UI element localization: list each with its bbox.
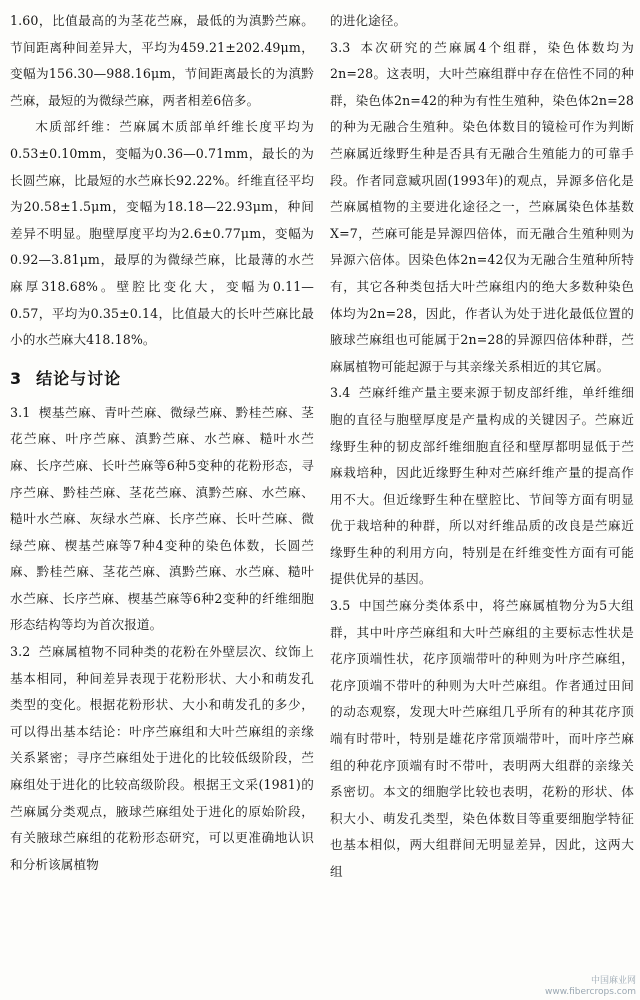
subsection-3-3 xyxy=(330,35,634,381)
section-title: 结论与讨论 xyxy=(36,368,122,388)
subsection-3-5 xyxy=(330,593,634,886)
paragraph-continued: 的进化途径。 xyxy=(330,13,407,28)
subsection-3-4 xyxy=(330,380,634,593)
subsection-3-2 xyxy=(10,639,314,878)
watermark-url: www.fibercrops.com xyxy=(545,987,636,997)
subsection-number: 3.2 xyxy=(10,644,31,660)
site-watermark xyxy=(545,976,636,998)
watermark-line: 中国麻业网 xyxy=(590,976,636,986)
subsection-number: 3.5 xyxy=(330,598,351,614)
subsection-number: 3.4 xyxy=(330,385,351,401)
subsection-number: 3.3 xyxy=(330,39,351,55)
subsection-text: 楔基苎麻、青叶苎麻、微绿苎麻、黔桂苎麻、茎花苎麻、叶序苎麻、滇黔苎麻、水苎麻、糙叶水苎麻、长序苎麻、长叶苎麻等6种5变种的花粉形态，寻序苎麻、黔桂苎麻、茎花苎麻、滇黔苎麻、水苎麻、糙叶水苎麻、灰绿水苎麻、长序苎麻、长叶苎麻、微绿苎麻、楔基苎麻等7种4变种的染色体数，长圆苎麻、黔桂苎麻、茎花苎麻、滇黔苎麻、水苎麻、糙叶水苎麻、长序苎麻、楔基苎麻等6种2变种的纤维细胞形态结构等均为首次报道。 xyxy=(10,404,314,633)
left-column xyxy=(10,8,314,878)
paragraph-xylem-fiber: 木质部纤维：苎麻属木质部单纤维长度平均为0.53±0.10mm，变幅为0.36—0.71mm，最长的为长圆苎麻，比最短的水苎麻长92.22%。纤维直径平均为20.58±1.5μm，变幅为18.18—22.93μm，种间差异不明显。胞壁厚度平均为2.6±0.77μm，变幅为0.92—3.81μm，最厚的为微绿苎麻，比最薄的水苎麻厚318.68%。壁腔比变化大，变幅为0.11—0.57，平均为0.35±0.14，比值最大的长叶苎麻比最小的水苎麻大418.18%。 xyxy=(10,119,314,348)
subsection-text: 中国苎麻分类体系中，将苎麻属植物分为5大组群，其中叶序苎麻组和大叶苎麻组的主要标志性状是花序顶端性状，花序顶端带叶的种则为叶序苎麻组，花序顶端不带叶的种则为大叶苎麻组。作者通过田间的动态观察，发现大叶苎麻组几乎所有的种其花序顶端有时带叶，特别是雄花序常顶端带叶，而叶序苎麻组的种花序顶端有时不带叶，表明两大组群的亲缘关系密切。本文的细胞学比较也表明，花粉的形状、体积大小、萌发孔类型，染色体数目等重要细胞学特征也基本相似，两大组群间无明显差异，因此，这两大组 xyxy=(330,598,634,879)
subsection-text: 本次研究的苎麻属4个组群，染色体数均为2n=28。这表明，大叶苎麻组群中存在倍性不同的种群，染色体2n=42的种为有性生殖种，染色体2n=28的种为无融合生殖种。染色体数目的镜检可作为判断苎麻属近缘野生种是否具有无融合生殖能力的可靠手段。作者同意臧巩固(1993年)的观点，异源多倍化是苎麻属植物的主要进化途径之一，苎麻属染色体基数X=7，苎麻可能是异源四倍体，而无融合生殖种则为异源六倍体。因染色体2n=42仅为无融合生殖种所特有，其它各种类包括大叶苎麻组内的绝大多数种染色体均为2n=28，因此，作者认为处于进化最低位置的腋球苎麻组也可能属于2n=28的异源四倍体种群，苎麻属植物可能起源于与其亲缘关系相近的其它属。 xyxy=(330,39,634,374)
subsection-text: 苎麻属植物不同种类的花粉在外壁层次、纹饰上基本相同，种间差异表现于花粉形状、大小和萌发孔类型的变化。根据花粉形状、大小和萌发孔的多少，可以得出基本结论：叶序苎麻组和大叶苎麻组的亲缘关系紧密；寻序苎麻组处于进化的比较低级阶段，苎麻组处于进化的比较高级阶段。根据王文采(1981)的苎麻属分类观点，腋球苎麻组处于进化的原始阶段，有关腋球苎麻组的花粉形态研究，可以更准确地认识和分析该属植物 xyxy=(10,644,314,872)
subsection-text: 苎麻纤维产量主要来源于韧皮部纤维，单纤维细胞的直径与胞壁厚度是产量构成的关键因子。苎麻近缘野生种的韧皮部纤维细胞直径和壁厚都明显低于苎麻栽培种，因此近缘野生种对苎麻纤维产量的提高作用不大。但近缘野生种在壁腔比、节间等方面有明显优于栽培种的种群，所以对纤维品质的改良是苎麻近缘野生种的利用方向，特别是在纤维变性方面有可能提供优异的基因。 xyxy=(330,385,634,587)
subsection-3-1 xyxy=(10,400,314,639)
paragraph-continued: 1.60，比值最高的为茎花苎麻，最低的为滇黔苎麻。节间距离种间差异大，平均为459.21±202.49μm，变幅为156.30—988.16μm，节间距离最长的为滇黔苎麻，最短的为微绿苎麻，两者相差6倍多。 xyxy=(10,13,314,108)
subsection-number: 3.1 xyxy=(10,404,31,420)
right-column xyxy=(330,8,634,886)
section-number: 3 xyxy=(10,368,23,388)
section-heading xyxy=(10,366,314,392)
